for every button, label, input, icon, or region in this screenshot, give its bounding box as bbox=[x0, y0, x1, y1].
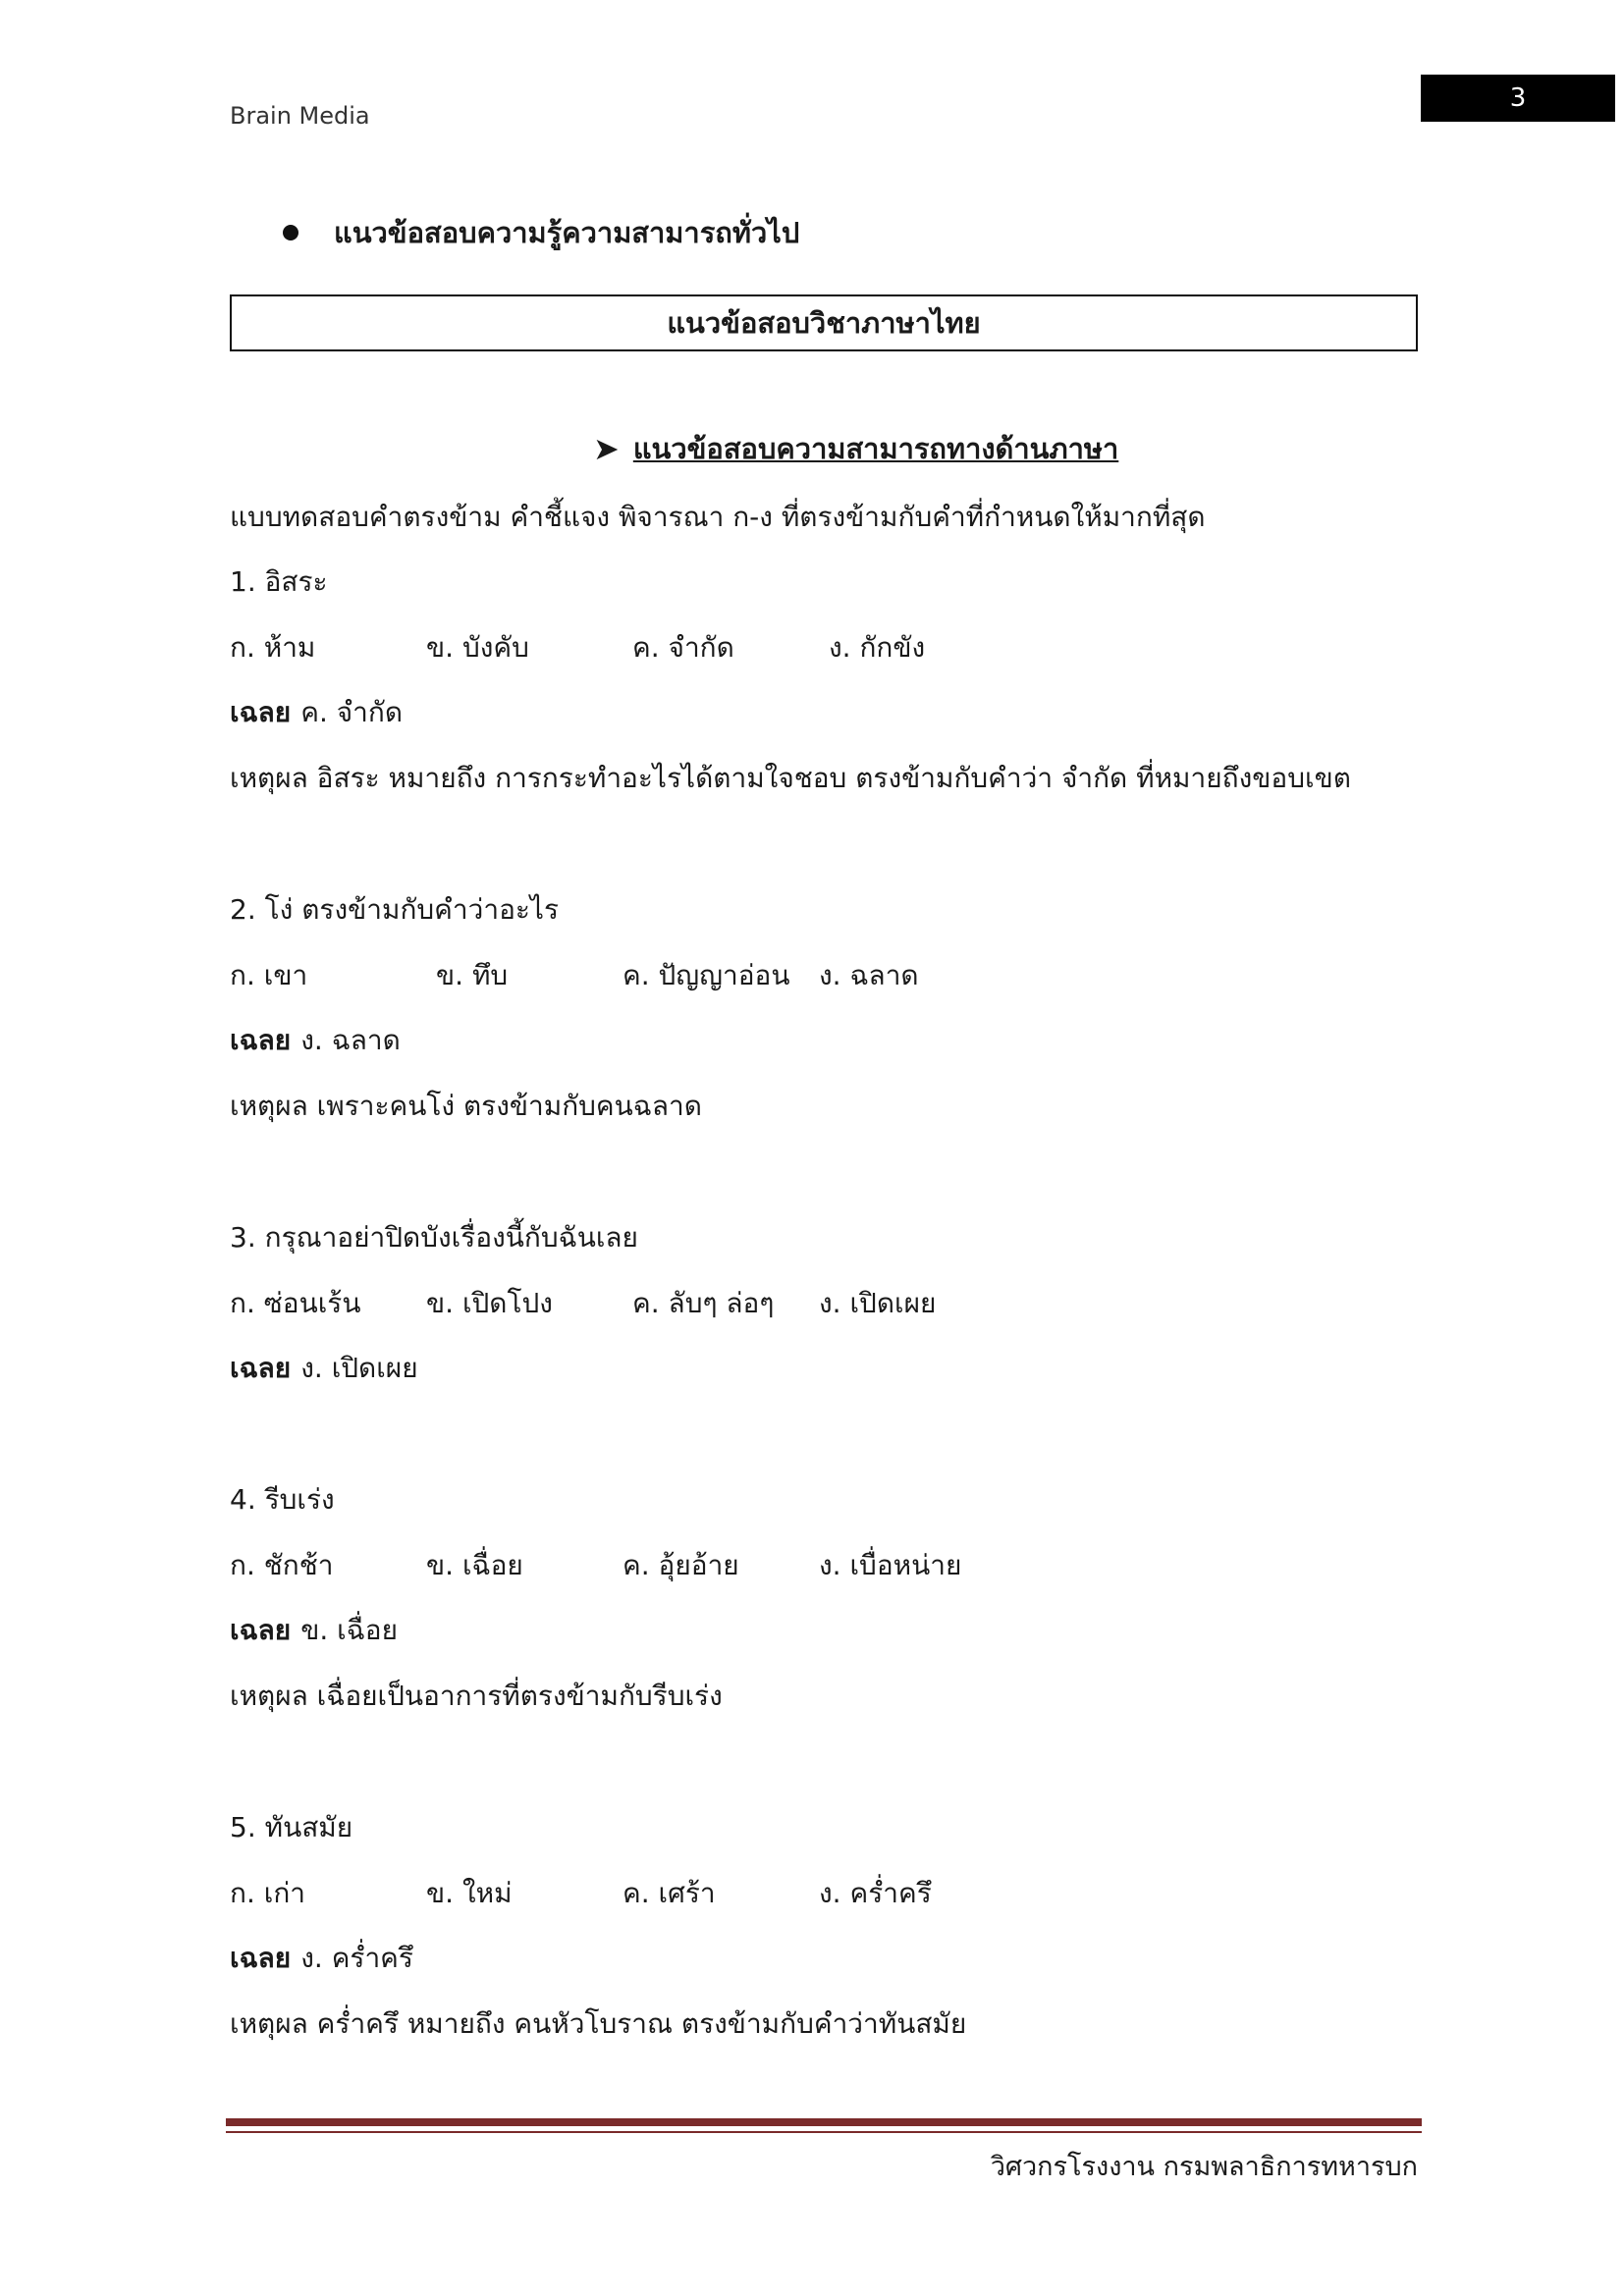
question-prompt: 3. กรุณาอย่าปิดบังเรื่องนี้กับฉันเลย bbox=[230, 1221, 638, 1254]
section-heading: แนวข้อสอบความสามารถทางด้านภาษา bbox=[632, 432, 1119, 465]
arrow-icon: ➤ bbox=[593, 430, 620, 467]
answer-label: เฉลย bbox=[230, 1352, 292, 1384]
question-prompt: 4. รีบเร่ง bbox=[230, 1483, 335, 1516]
bullet-heading: แนวข้อสอบความรู้ความสามารถทั่วไป bbox=[334, 216, 800, 249]
option-b: ข. เฉื่อย bbox=[426, 1549, 523, 1581]
brand-name: Brain Media bbox=[230, 102, 370, 130]
answer-value: ข. เฉื่อย bbox=[300, 1614, 399, 1646]
reason-text: เหตุผล เฉื่อยเป็นอาการที่ตรงข้ามกับรีบเร่ง bbox=[230, 1680, 723, 1712]
reason-text: เหตุผล อิสระ หมายถึง การกระทำอะไรได้ตามใจชอบ ตรงข้ามกับคำว่า จำกัด ที่หมายถึงขอบเขต bbox=[230, 762, 1351, 794]
question-options bbox=[230, 1282, 1408, 1321]
question-prompt: 2. โง่ ตรงข้ามกับคำว่าอะไร bbox=[230, 893, 560, 926]
answer-label: เฉลย bbox=[230, 1024, 292, 1056]
option-c: ค. ลับๆ ล่อๆ bbox=[632, 1287, 775, 1319]
page-number-box bbox=[1421, 75, 1615, 122]
option-c: ค. เศร้า bbox=[623, 1877, 716, 1909]
option-a: ก. เขา bbox=[230, 959, 308, 991]
answer-label: เฉลย bbox=[230, 1614, 292, 1646]
option-c: ค. จำกัด bbox=[632, 631, 734, 664]
answer-value: ง. เปิดเผย bbox=[300, 1352, 418, 1384]
answer-label: เฉลย bbox=[230, 1942, 292, 1974]
answer-line bbox=[230, 1937, 413, 1980]
option-d: ง. เปิดเผย bbox=[819, 1287, 937, 1319]
option-b: ข. บังคับ bbox=[426, 631, 529, 664]
option-d: ง. คร่ำครึ bbox=[819, 1877, 932, 1909]
option-d: ง. กักขัง bbox=[829, 631, 926, 664]
section-heading-row bbox=[593, 426, 1118, 471]
question-prompt: 5. ทันสมัย bbox=[230, 1811, 353, 1843]
option-b: ข. เปิดโปง bbox=[426, 1287, 553, 1319]
option-b: ข. ใหม่ bbox=[426, 1877, 513, 1909]
question-options bbox=[230, 626, 1408, 666]
answer-line bbox=[230, 1019, 401, 1062]
footer-divider-thin bbox=[226, 2131, 1422, 2133]
answer-value: ง. คร่ำครึ bbox=[300, 1942, 413, 1974]
reason-text: เหตุผล เพราะคนโง่ ตรงข้ามกับคนฉลาด bbox=[230, 1090, 702, 1122]
boxed-title bbox=[230, 294, 1418, 351]
instruction-text: แบบทดสอบคำตรงข้าม คำชี้แจง พิจารณา ก-ง ที่ตรงข้ามกับคำที่กำหนดให้มากที่สุด bbox=[230, 501, 1206, 533]
answer-line bbox=[230, 691, 403, 734]
footer-organization: วิศวกรโรงงาน กรมพลาธิการทหารบก bbox=[990, 2152, 1418, 2182]
bullet-heading-row bbox=[283, 210, 799, 255]
option-c: ค. ปัญญาอ่อน bbox=[623, 959, 790, 991]
answer-label: เฉลย bbox=[230, 696, 292, 728]
bullet-icon bbox=[283, 225, 298, 240]
option-d: ง. เบื่อหน่าย bbox=[819, 1549, 962, 1581]
answer-value: ค. จำกัด bbox=[300, 696, 404, 728]
answer-value: ง. ฉลาด bbox=[300, 1024, 401, 1056]
answer-line bbox=[230, 1609, 398, 1652]
option-a: ก. ซ่อนเร้น bbox=[230, 1287, 361, 1319]
question-options bbox=[230, 1872, 1408, 1911]
reason-text: เหตุผล คร่ำครึ หมายถึง คนหัวโบราณ ตรงข้ามกับคำว่าทันสมัย bbox=[230, 2007, 967, 2040]
footer-divider bbox=[226, 2118, 1422, 2126]
question-options bbox=[230, 1544, 1408, 1583]
boxed-title-text: แนวข้อสอบวิชาภาษาไทย bbox=[667, 306, 981, 340]
question-options bbox=[230, 954, 1408, 993]
option-a: ก. ห้าม bbox=[230, 631, 316, 664]
answer-line bbox=[230, 1347, 418, 1390]
option-d: ง. ฉลาด bbox=[819, 959, 919, 991]
option-a: ก. ชักช้า bbox=[230, 1549, 334, 1581]
option-c: ค. อุ้ยอ้าย bbox=[623, 1549, 739, 1581]
option-b: ข. ทึบ bbox=[436, 959, 509, 991]
option-a: ก. เก่า bbox=[230, 1877, 305, 1909]
question-prompt: 1. อิสระ bbox=[230, 565, 328, 598]
page-number: 3 bbox=[1509, 83, 1527, 113]
